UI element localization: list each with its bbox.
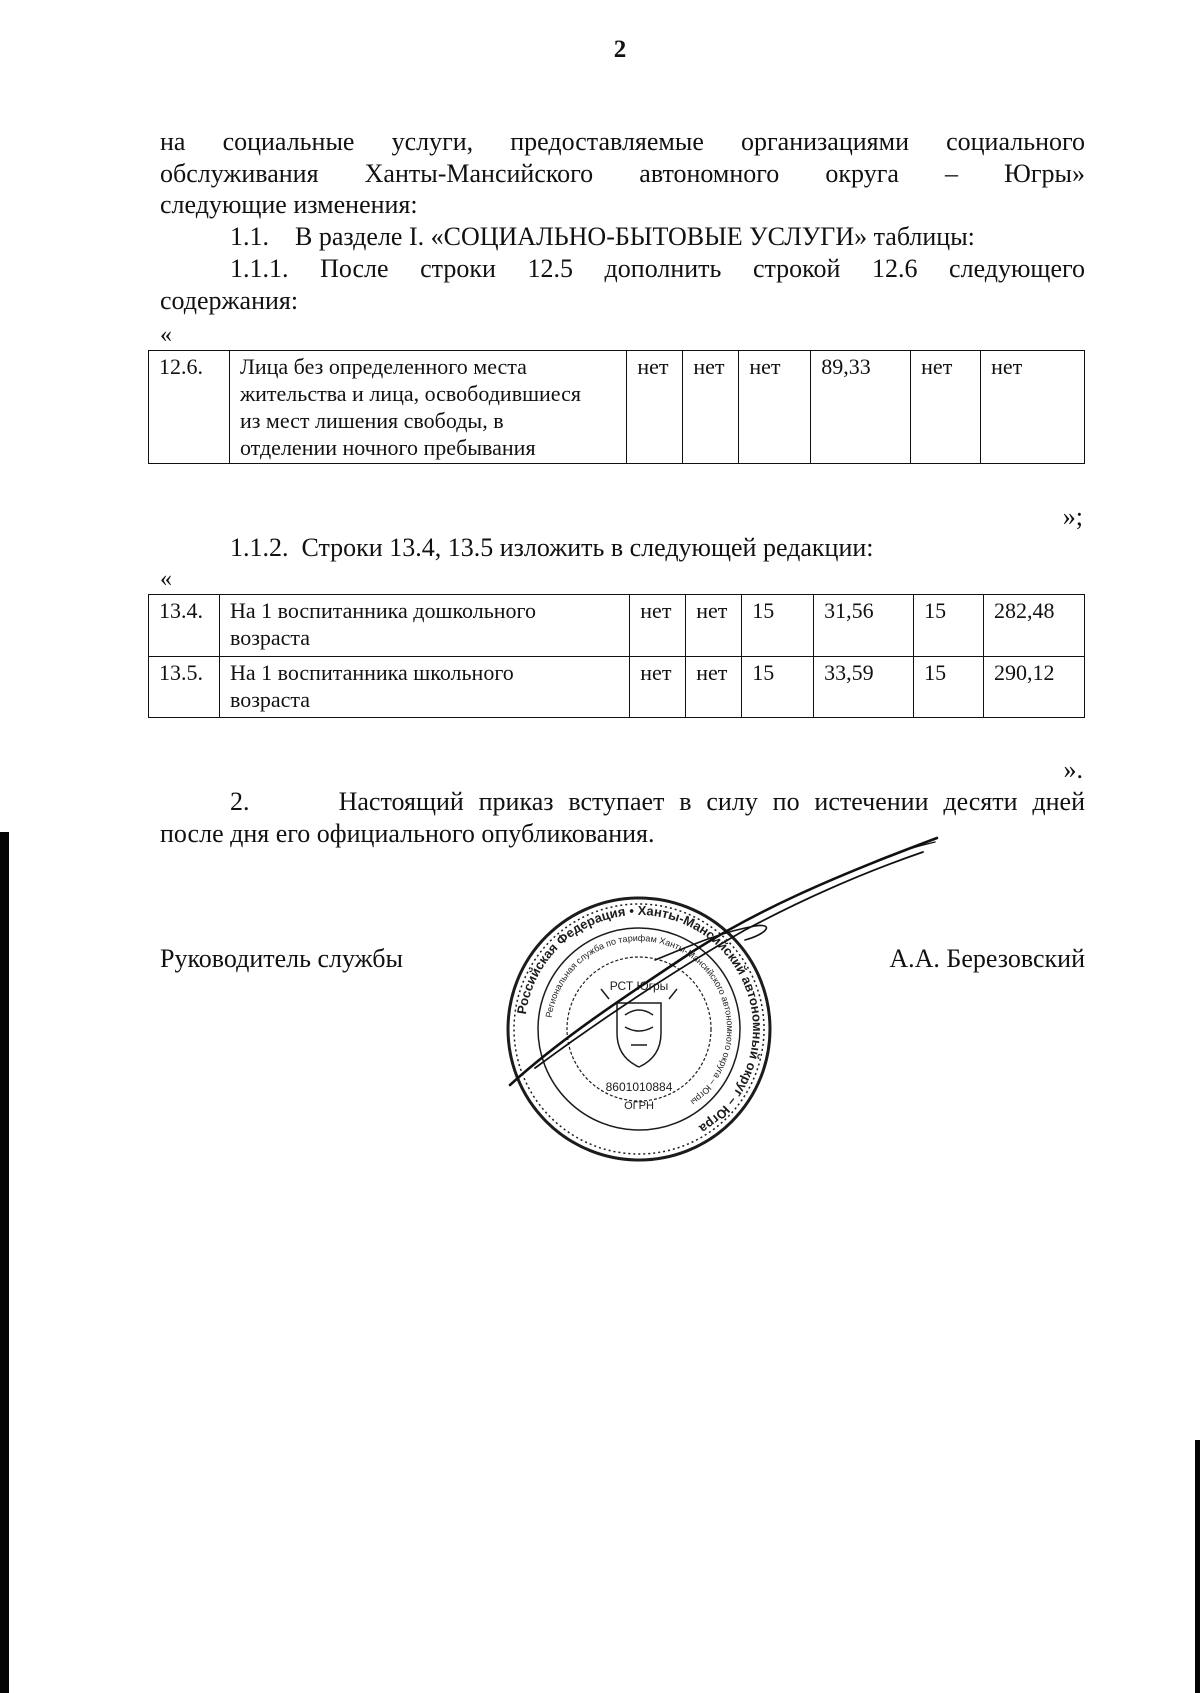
scan-edge-left bbox=[0, 832, 9, 1693]
cell-number: 13.4. bbox=[149, 595, 220, 657]
signer-name: А.А. Березовский bbox=[889, 944, 1085, 973]
cell-value: нет bbox=[739, 351, 811, 464]
stamp-center-label: РСТ Югры bbox=[609, 979, 669, 993]
description-line: отделении ночного пребывания bbox=[239, 435, 536, 460]
cell-value: 31,56 bbox=[814, 595, 914, 657]
cell-description bbox=[229, 351, 626, 464]
section-line: 1.1.1. После строки 12.5 дополнить строкой 12.6 следующего bbox=[230, 254, 1085, 283]
signer-title: Руководитель службы bbox=[160, 944, 403, 973]
table-row-12-6 bbox=[148, 350, 1085, 464]
stamp-bottom-label: ОГРН bbox=[624, 1100, 654, 1112]
cell-value: 33,59 bbox=[814, 656, 914, 718]
cell-number: 13.5. bbox=[149, 656, 220, 718]
intro-line: обслуживания Ханты-Мансийского автономного округа – Югры» bbox=[160, 158, 1085, 188]
page-number: 2 bbox=[613, 36, 627, 63]
stamp-registration-number: 8601010884 bbox=[605, 1080, 673, 1094]
cell-value: 15 bbox=[914, 656, 984, 718]
svg-text:Российская Федерация • Ханты-М: Российская Федерация • Ханты-Мансийский автономный округ – Югра bbox=[513, 902, 766, 1137]
cell-value: нет bbox=[686, 656, 742, 718]
description-line: На 1 воспитанника школьного bbox=[229, 659, 514, 685]
table-rows-13 bbox=[148, 594, 1085, 718]
section-1-1-2: 1.1.2. Строки 13.4, 13.5 изложить в следующей редакции: bbox=[230, 533, 874, 562]
section-line: 2. Настоящий приказ вступает в силу по истечении десяти дней bbox=[230, 787, 1085, 816]
cell-value: нет bbox=[627, 351, 683, 464]
quote-open-mark: « bbox=[160, 566, 172, 592]
cell-value: 89,33 bbox=[811, 351, 911, 464]
quote-close-mark: »; bbox=[1062, 502, 1083, 531]
cell-value: 15 bbox=[914, 595, 984, 657]
section-1-1-1 bbox=[160, 253, 1085, 316]
section-1-1: 1.1. В разделе I. «СОЦИАЛЬНО-БЫТОВЫЕ УСЛУГИ» таблицы: bbox=[230, 222, 975, 251]
section-line: содержания: bbox=[160, 285, 299, 315]
intro-line: следующие изменения: bbox=[160, 190, 418, 219]
table-row bbox=[149, 595, 1085, 657]
table-row bbox=[149, 656, 1085, 718]
cell-value: нет bbox=[630, 595, 686, 657]
cell-value: нет bbox=[683, 351, 739, 464]
cell-number: 12.6. bbox=[149, 351, 230, 464]
cell-value: нет bbox=[630, 656, 686, 718]
cell-value: 290,12 bbox=[984, 656, 1085, 718]
quote-close-mark: ». bbox=[1063, 755, 1083, 784]
cell-description bbox=[219, 595, 629, 657]
description-line: жительства и лица, освободившиеся bbox=[239, 381, 581, 406]
cell-value: 282,48 bbox=[984, 595, 1085, 657]
svg-text:Региональная служба по тарифам: Региональная служба по тарифам Ханты-Мансийского автономного округа – Югры bbox=[543, 932, 736, 1108]
intro-paragraph bbox=[160, 126, 1085, 221]
cell-description bbox=[219, 656, 629, 718]
description-line: Лица без определенного места bbox=[239, 354, 527, 379]
intro-line: на социальные услуги, предоставляемые организациями социального bbox=[160, 127, 1085, 156]
cell-value: 15 bbox=[742, 595, 814, 657]
quote-open-mark: « bbox=[160, 322, 172, 348]
description-line: возраста bbox=[229, 686, 311, 712]
description-line: из мест лишения свободы, в bbox=[239, 408, 504, 433]
scan-edge-right bbox=[1195, 1440, 1200, 1693]
handwritten-signature-icon bbox=[505, 830, 945, 1090]
cell-value: 15 bbox=[742, 656, 814, 718]
cell-value: нет bbox=[686, 595, 742, 657]
section-line: после дня его официального опубликования. bbox=[160, 818, 655, 848]
description-line: возраста bbox=[229, 625, 311, 650]
cell-value: нет bbox=[911, 351, 981, 464]
description-line: На 1 воспитанника дошкольного bbox=[229, 598, 536, 623]
cell-value: нет bbox=[981, 351, 1085, 464]
table-row bbox=[149, 351, 1085, 464]
